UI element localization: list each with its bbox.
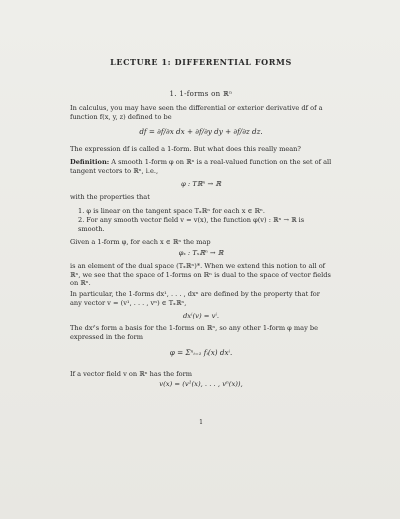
equation-phi-x: φₓ : Tₓℝⁿ → ℝ [178, 249, 224, 257]
paragraph-3: with the properties that [70, 193, 150, 201]
equation-phi-map: φ : Tℝⁿ → ℝ [181, 180, 221, 188]
paragraph-1: In calculus, you may have seen the differential or exterior derivative df of a function f(x, y, z) defined to be [70, 104, 323, 121]
paragraph-8: If a vector field v on ℝⁿ has the form [70, 370, 193, 378]
page-number: 1 [199, 419, 203, 426]
equation-vector-field: v(x) = (v¹(x), . . . , vⁿ(x)), [159, 380, 243, 388]
equation-phi-sum: φ = Σⁿᵢ₌₁ fᵢ(x) dxⁱ. [169, 348, 233, 357]
lecture-title: LECTURE 1: DIFFERENTIAL FORMS [110, 57, 292, 67]
equation-df: df = ∂f/∂x dx + ∂f/∂y dy + ∂f/∂z dz. [139, 127, 263, 136]
equation-dxi: dxⁱ(v) = vⁱ. [182, 312, 220, 320]
definition-label: Definition: [70, 158, 110, 166]
definition-block [70, 158, 332, 175]
definition-text: A smooth 1-form φ on ℝⁿ is a real-valued function on the set of all tangent vectors to ℝⁿ, i.e., [70, 158, 332, 175]
list-item-2: 2. For any smooth vector field v = v(x), the function φ(v) : ℝⁿ → ℝ is smooth. [78, 216, 305, 233]
paragraph-6: In particular, the 1-forms dx¹, . . . , dxⁿ are defined by the property that for any vector v = (v¹, . . . , vⁿ) ∈ Tₓℝⁿ, [70, 290, 320, 307]
section-heading: 1. 1-forms on ℝⁿ [169, 90, 233, 98]
paragraph-7: The dxⁱ's form a basis for the 1-forms on ℝⁿ, so any other 1-form φ may be expressed in the form [70, 324, 319, 341]
paragraph-2: The expression df is called a 1-form. But what does this really mean? [70, 145, 301, 153]
list-item-1: 1. φ is linear on the tangent space Tₓℝⁿ for each x ∈ ℝⁿ. [78, 207, 265, 215]
paragraph-5: is an element of the dual space (Tₓℝⁿ)*. When we extend this notion to all of ℝⁿ, we see that the space of 1-forms on ℝⁿ is dual to the space of vector fields on ℝⁿ. [70, 262, 331, 288]
paragraph-4: Given a 1-form φ, for each x ∈ ℝⁿ the map [70, 238, 211, 246]
